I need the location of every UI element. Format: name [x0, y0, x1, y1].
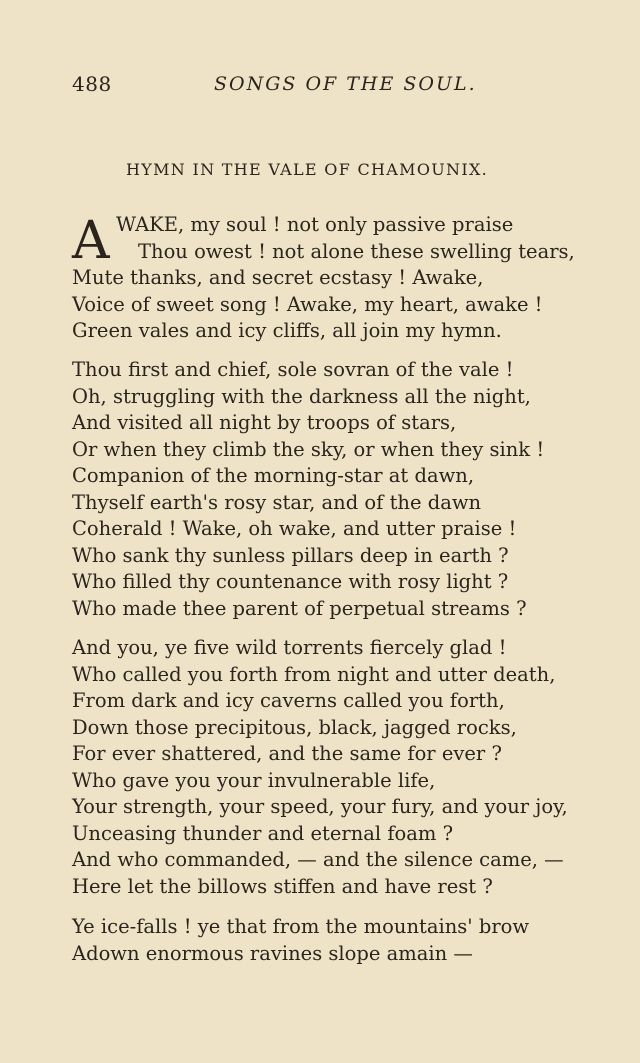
poem-line: Mute thanks, and secret ecstasy ! Awake, — [72, 266, 484, 289]
poem-line: Unceasing thunder and eternal foam ? — [72, 821, 454, 845]
poem-title: HYMN IN THE VALE OF CHAMOUNIX. — [126, 160, 489, 179]
poem-line: Who gave you your invulnerable life, — [72, 768, 436, 792]
poem-line: Down those precipitous, black, jagged rocks, — [72, 715, 517, 739]
stanza-2 — [72, 357, 612, 622]
page-number: 488 — [72, 72, 112, 96]
poem-line: And you, ye five wild torrents fiercely glad ! — [72, 636, 507, 659]
poem-line: Oh, struggling with the darkness all the night, — [72, 384, 531, 408]
poem-line: Green vales and icy cliffs, all join my hymn. — [72, 319, 502, 342]
poem-line: For ever shattered, and the same for ever ? — [72, 742, 502, 765]
stanza-4 — [72, 914, 612, 967]
poem-line: Ye ice-falls ! ye that from the mountains' brow — [72, 915, 530, 938]
poem-line: Here let the billows stiffen and have rest ? — [72, 874, 493, 898]
poem-line: From dark and icy caverns called you forth, — [72, 689, 505, 712]
poem-line: Thyself earth's rosy star, and of the dawn — [72, 490, 482, 514]
poem-line: Adown enormous ravines slope amain — — [72, 941, 473, 965]
poem-line: Who made thee parent of perpetual streams ? — [72, 596, 527, 620]
poem-line: Voice of sweet song ! Awake, my heart, awake ! — [72, 292, 543, 316]
poem-line: Who called you forth from night and utter death, — [72, 662, 556, 686]
poem-line: Who filled thy countenance with rosy light ? — [72, 570, 509, 593]
poem-line: Who sank thy sunless pillars deep in earth ? — [72, 543, 509, 567]
running-head: SONGS OF THE SOUL. — [214, 73, 477, 95]
poem-line: Or when they climb the sky, or when they sink ! — [72, 437, 545, 461]
poem-line: Your strength, your speed, your fury, and your joy, — [72, 795, 568, 818]
poem-line: And visited all night by troops of stars, — [72, 411, 457, 434]
drop-cap: A — [72, 211, 110, 271]
poem-line-text: WAKE, my soul ! not only passive praise — [116, 213, 514, 236]
poem-line: Coherald ! Wake, oh wake, and utter praise ! — [72, 517, 517, 540]
stanza-1 — [72, 212, 612, 345]
poem-line: Thou first and chief, sole sovran of the vale ! — [72, 358, 514, 381]
poem-line: And who commanded, — and the silence came, — — [72, 848, 564, 871]
stanza-3 — [72, 635, 612, 900]
poem-line: Thou owest ! not alone these swelling tears, — [138, 239, 575, 263]
poem-line: Companion of the morning-star at dawn, — [72, 464, 475, 487]
